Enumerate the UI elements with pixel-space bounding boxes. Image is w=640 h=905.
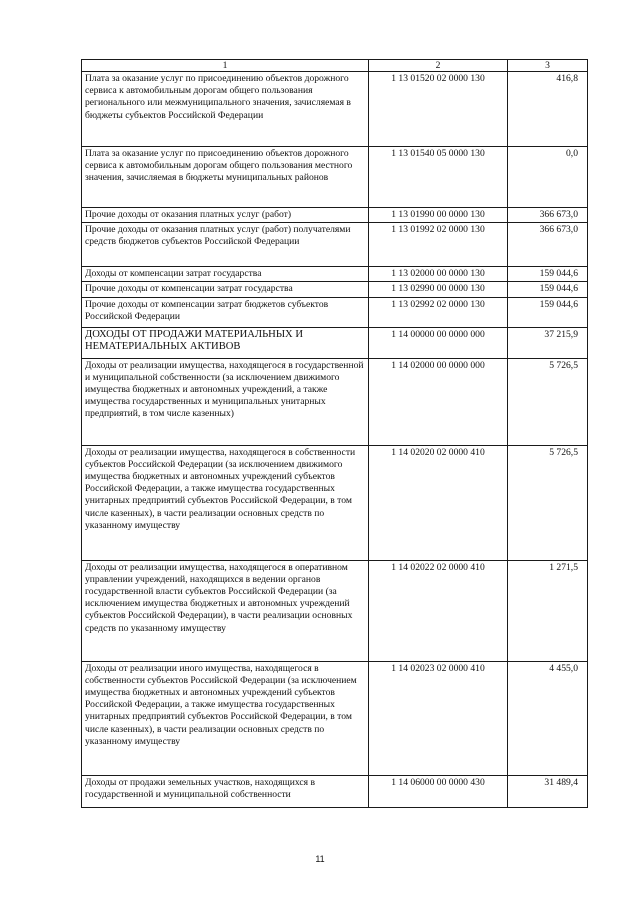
table-row: [82, 72, 588, 147]
table-header-row: [82, 60, 588, 72]
row-name: Прочие доходы от оказания платных услуг (работ): [82, 208, 369, 223]
row-name: Прочие доходы от компенсации затрат бюджетов субъектов Российской Федерации: [82, 297, 369, 327]
row-value: 159 044,6: [508, 282, 588, 297]
row-value: 37 215,9: [508, 327, 588, 358]
row-code: 1 14 06000 00 0000 430: [369, 775, 508, 807]
table-row: [82, 223, 588, 267]
row-name: Доходы от реализации имущества, находящегося в государственной и муниципальной собственности (за исключением движимого имущества бюджетных и автономных учреждений, а также имущества государственных и муниципальных унитарных предприятий, в том числе казенных): [82, 358, 369, 445]
row-code: 1 14 02000 00 0000 000: [369, 358, 508, 445]
row-code: 1 13 01992 02 0000 130: [369, 223, 508, 267]
row-name: Доходы от компенсации затрат государства: [82, 267, 369, 282]
row-value: 0,0: [508, 147, 588, 208]
row-name: Доходы от продажи земельных участков, находящихся в государственной и муниципальной собственности: [82, 775, 369, 807]
page-number: 11: [315, 854, 325, 864]
row-code: 1 13 02990 00 0000 130: [369, 282, 508, 297]
table-row: [82, 327, 588, 358]
row-code: 1 14 00000 00 0000 000: [369, 327, 508, 358]
row-name: Доходы от реализации имущества, находящегося в оперативном управлении учреждений, находящихся в ведении органов государственной власти субъектов Российской Федерации (за исключением имущества бюджетных и автономных учреждений субъектов Российской Федерации), в части реализации основных средств по указанному имуществу: [82, 560, 369, 661]
row-code: 1 14 02020 02 0000 410: [369, 445, 508, 560]
row-code: 1 13 02992 02 0000 130: [369, 297, 508, 327]
row-value: 5 726,5: [508, 358, 588, 445]
row-value: 4 455,0: [508, 661, 588, 775]
table-row: [82, 282, 588, 297]
table-row: [82, 560, 588, 661]
table-row: [82, 267, 588, 282]
row-name: Доходы от реализации иного имущества, находящегося в собственности субъектов Российской Федерации (за исключением имущества бюджетных и автономных учреждений субъектов Российской Федерации, а также имущества государственных унитарных предприятий субъектов Российской Федерации, в том числе казенных), в части реализации основных средств по указанному имуществу: [82, 661, 369, 775]
table-row: [82, 358, 588, 445]
row-value: 416,8: [508, 72, 588, 147]
row-value: 31 489,4: [508, 775, 588, 807]
row-name: Прочие доходы от оказания платных услуг (работ) получателями средств бюджетов субъектов Российской Федерации: [82, 223, 369, 267]
row-code: 1 13 02000 00 0000 130: [369, 267, 508, 282]
row-code: 1 14 02023 02 0000 410: [369, 661, 508, 775]
row-code: 1 13 01540 05 0000 130: [369, 147, 508, 208]
row-name: ДОХОДЫ ОТ ПРОДАЖИ МАТЕРИАЛЬНЫХ И НЕМАТЕРИАЛЬНЫХ АКТИВОВ: [82, 327, 369, 358]
table-row: [82, 297, 588, 327]
revenue-table: [81, 59, 588, 808]
row-name: Доходы от реализации имущества, находящегося в собственности субъектов Российской Федерации (за исключением движимого имущества бюджетных и автономных учреждений субъектов Российской Федерации, а также имущества государственных унитарных предприятий субъектов Российской Федерации, в том числе казенных), в части реализации основных средств по указанному имуществу: [82, 445, 369, 560]
row-code: 1 13 01990 00 0000 130: [369, 208, 508, 223]
row-value: 366 673,0: [508, 223, 588, 267]
table-row: [82, 775, 588, 807]
row-name: Прочие доходы от компенсации затрат государства: [82, 282, 369, 297]
table-row: [82, 147, 588, 208]
row-code: 1 13 01520 02 0000 130: [369, 72, 508, 147]
table-row: [82, 661, 588, 775]
table-row: [82, 445, 588, 560]
row-value: 1 271,5: [508, 560, 588, 661]
row-value: 366 673,0: [508, 208, 588, 223]
table-row: [82, 208, 588, 223]
row-name: Плата за оказание услуг по присоединению объектов дорожного сервиса к автомобильным дорогам общего пользования местного значения, зачисляемая в бюджеты муниципальных районов: [82, 147, 369, 208]
row-code: 1 14 02022 02 0000 410: [369, 560, 508, 661]
row-value: 5 726,5: [508, 445, 588, 560]
row-name: Плата за оказание услуг по присоединению объектов дорожного сервиса к автомобильным дорогам общего пользования регионального или межмуниципального значения, зачисляемая в бюджеты субъектов Российской Федерации: [82, 72, 369, 147]
row-value: 159 044,6: [508, 267, 588, 282]
header-col-2: 2: [369, 60, 508, 72]
row-value: 159 044,6: [508, 297, 588, 327]
header-col-3: 3: [508, 60, 588, 72]
header-col-1: 1: [82, 60, 369, 72]
